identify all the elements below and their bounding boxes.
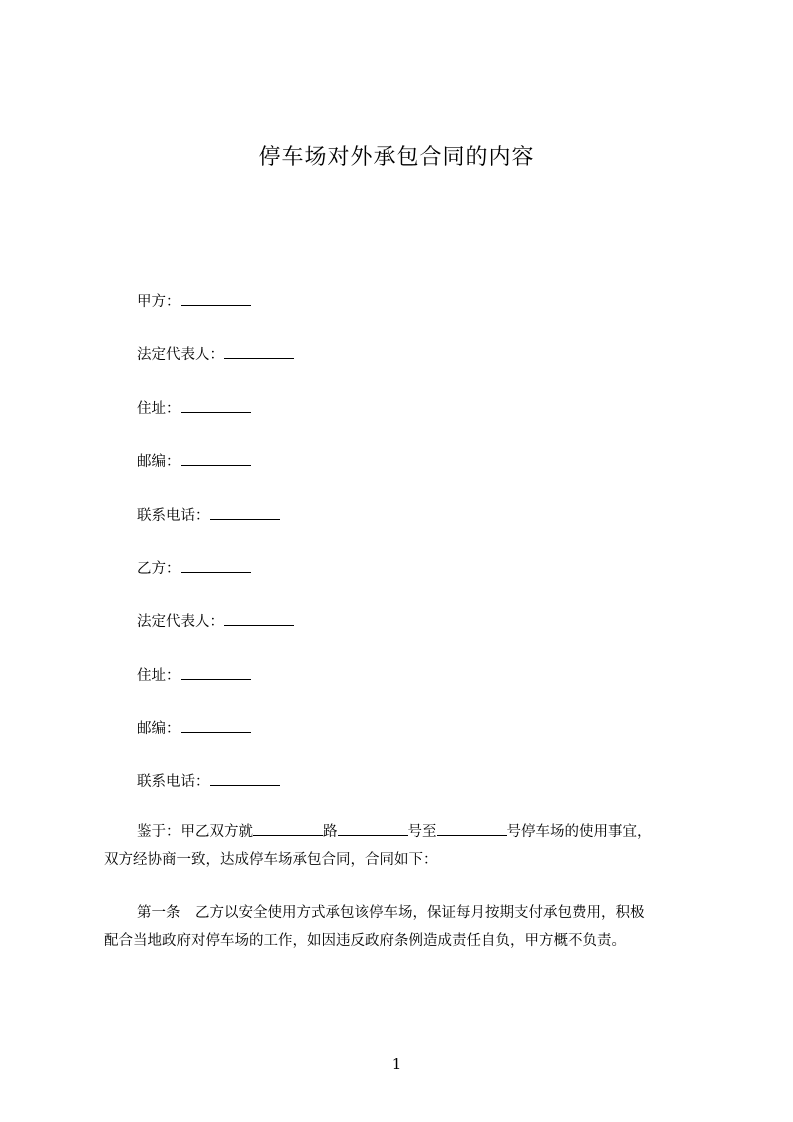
party-a-address-field [137, 398, 251, 419]
whereas-lead: 鉴于：甲乙双方就 [137, 824, 253, 840]
party-a-name-field [137, 291, 251, 312]
whereas-line-1 [104, 818, 694, 846]
party-a-name-label: 甲方： [137, 294, 181, 310]
whereas-paragraph [104, 818, 694, 874]
whereas-tail: 号停车场的使用事宜， [506, 824, 652, 840]
whereas-blank-1 [253, 821, 323, 836]
party-b-phone-field [137, 771, 280, 792]
whereas-road: 路 [323, 824, 338, 840]
article-1-paragraph [104, 899, 694, 955]
whereas-blank-3 [437, 821, 507, 836]
party-b-phone-blank [210, 771, 280, 786]
document-title: 停车场对外承包合同的内容 [258, 145, 535, 170]
party-a-phone-field [137, 505, 280, 526]
party-a-phone-blank [210, 505, 280, 520]
party-b-phone-label: 联系电话： [137, 774, 210, 790]
party-a-address-label: 住址： [137, 401, 181, 417]
party-a-address-blank [181, 398, 251, 413]
party-b-rep-label: 法定代表人： [137, 614, 224, 630]
party-b-rep-blank [224, 611, 294, 626]
party-b-rep-field [137, 611, 294, 632]
party-b-name-field [137, 558, 251, 579]
party-a-phone-label: 联系电话： [137, 508, 210, 524]
party-b-postcode-blank [181, 718, 251, 733]
whereas-line-2: 双方经协商一致，达成停车场承包合同，合同如下： [104, 852, 438, 868]
party-b-postcode-field [137, 718, 251, 739]
party-a-name-blank [181, 291, 251, 306]
whereas-blank-2 [338, 821, 408, 836]
party-a-rep-blank [224, 344, 294, 359]
party-a-rep-field [137, 344, 294, 365]
party-b-name-label: 乙方： [137, 561, 181, 577]
whereas-number-to: 号至 [407, 824, 437, 840]
party-a-postcode-field [137, 451, 251, 472]
page-number: 1 [391, 1055, 402, 1073]
party-a-postcode-label: 邮编： [137, 454, 181, 470]
party-b-postcode-label: 邮编： [137, 721, 181, 737]
article-1-line-1: 第一条 乙方以安全使用方式承包该停车场，保证每月按期支付承包费用，积极 [137, 905, 645, 921]
party-b-address-label: 住址： [137, 668, 181, 684]
party-b-address-blank [181, 665, 251, 680]
party-b-name-blank [181, 558, 251, 573]
article-1-line-2: 配合当地政府对停车场的工作，如因违反政府条例造成责任自负，甲方概不负责。 [104, 933, 626, 949]
party-b-address-field [137, 665, 251, 686]
party-a-rep-label: 法定代表人： [137, 347, 224, 363]
party-a-postcode-blank [181, 451, 251, 466]
